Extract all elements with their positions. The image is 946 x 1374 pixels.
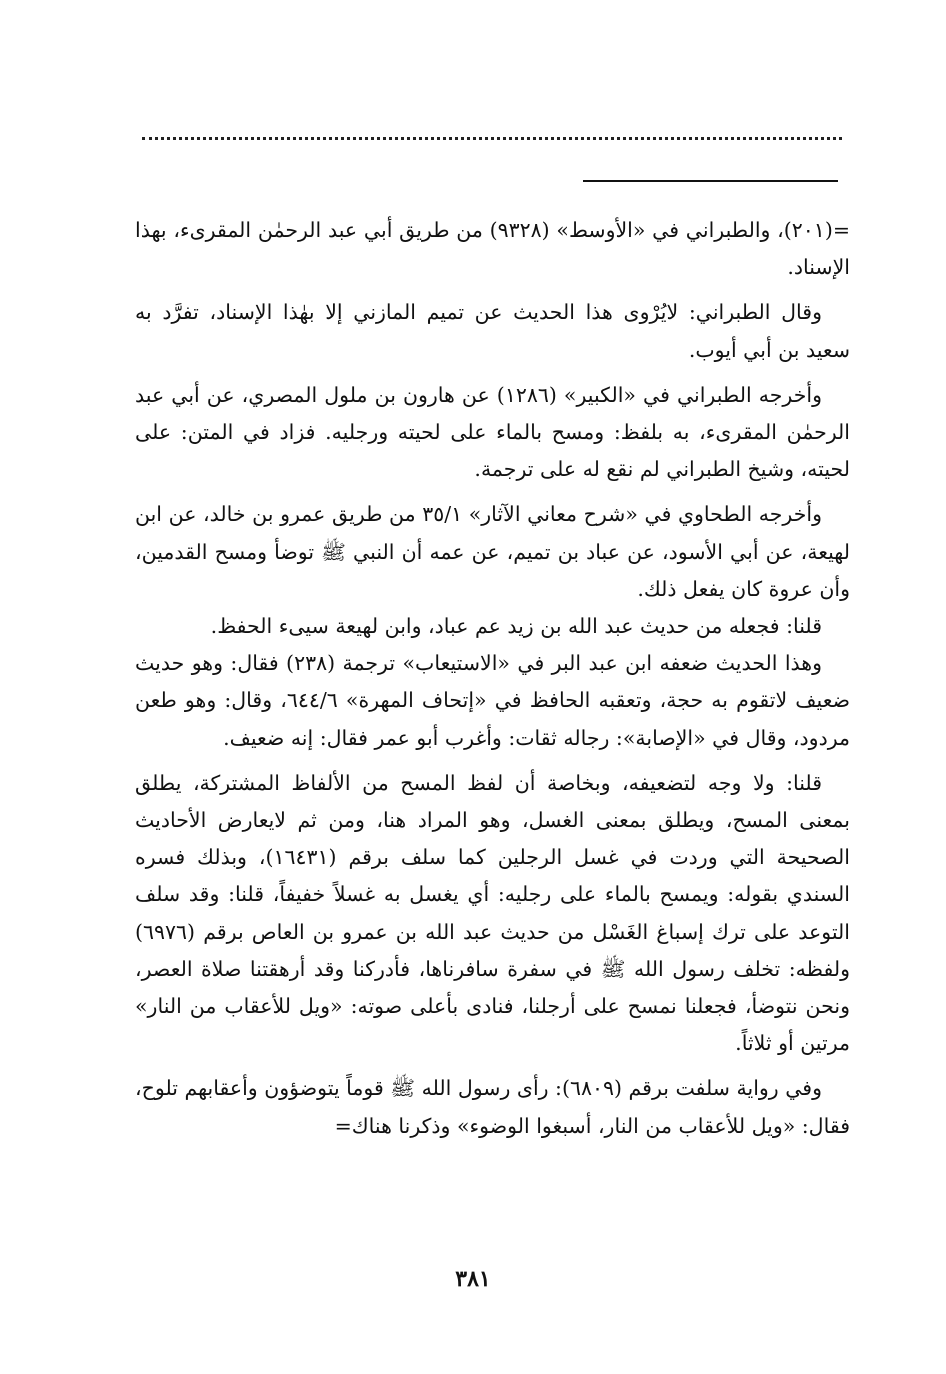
paragraph: قلنا: ولا وجه لتضعيفه، وبخاصة أن لفظ المسح من الألفاظ المشتركة، يطلق بمعنى المسح، ويطلق بمعنى الغسل، وهو المراد هنا، ومن ثم لايعارض الأحاديث الصحيحة التي وردت في غسل الرجلين كما سلف برقم (١٦٤٣١)، وبذلك فسره السندي بقوله: ويمسح بالماء على رجليه: أي يغسل به غسلاً خفيفاً، قلنا: وقد سلف التوعد على ترك إسباغ الغَسْل من حديث عبد الله بن عمرو بن العاص برقم (٦٩٧٦) ولفظه: تخلف رسول الله ﷺ في سفرة سافرناها، فأدركنا وقد أرهقتنا صلاة العصر، ونحن نتوضأ، فجعلنا نمسح على أرجلنا، فنادى بأعلى صوته: «ويل للأعقاب من النار» مرتين أو ثلاثاً. [135,770,850,1056]
paragraph: =(٢٠١)، والطبراني في «الأوسط» (٩٣٢٨) من طريق أبي عبد الرحمٰن المقرىء، بهذا الإسناد. [135,218,851,280]
paragraph: وفي رواية سلفت برقم (٦٨٠٩): رأى رسول الله ﷺ قوماً يتوضؤون وأعقابهم تلوح، فقال: «ويل للأعقاب من النار، أسبغوا الوضوء» وذكرنا هناك= [135,1076,850,1138]
footnote-rule [583,180,838,182]
paragraph: وهذا الحديث ضعفه ابن عبد البر في «الاستيعاب» ترجمة (٢٣٨) فقال: وهو حديث ضعيف لاتقوم به حجة، وتعقبه الحافظ في «إتحاف المهرة» ٦٤٤/٦، وقال: وهو طعن مردود، وقال في «الإصابة»: رجاله ثقات: وأغرب أبو عمر فقال: إنه ضعيف. [135,651,850,750]
paragraph: وقال الطبراني: لايُرْوى هذا الحديث عن تميم المازني إلا بهٰذا الإسناد، تفرَّد به سعيد بن أبي أيوب. [135,300,850,362]
paragraph: وأخرجه الطبراني في «الكبير» (١٢٨٦) عن هارون بن ملول المصري، عن أبي عبد الرحمٰن المقرىء، به بلفظ: ومسح بالماء على لحيته ورجليه. فزاد في المتن: على لحيته، وشيخ الطبراني لم نقع له على ترجمة. [135,382,850,482]
page-number: ٣٨١ [455,1266,491,1292]
paragraph: وأخرجه الطحاوي في «شرح معاني الآثار» ٣٥/١ من طريق عمرو بن خالد، عن ابن لهيعة، عن أبي الأسود، عن عباد بن تميم، عن عمه أن النبي ﷺ توضأ ومسح القدمين، وأن عروة كان يفعل ذلك. [135,502,850,601]
footnote-text [135,212,850,1145]
paragraph: قلنا: فجعله من حديث عبد الله بن زيد عم عباد، وابن لهيعة سيىء الحفظ. [210,614,822,639]
dotted-separator [142,137,842,150]
